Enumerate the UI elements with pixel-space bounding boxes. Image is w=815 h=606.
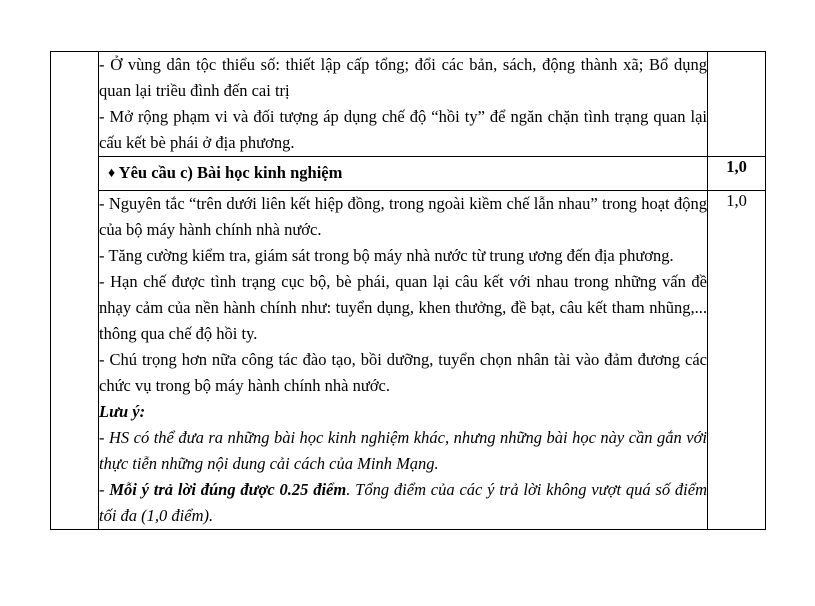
content-cell-continuation <box>99 52 708 157</box>
content-paragraph: - Chú trọng hơn nữa công tác đào tạo, bồi dưỡng, tuyển chọn nhân tài vào đảm đương các chức vụ trong bộ máy hành chính nhà nước. <box>99 350 707 395</box>
content-paragraph: - Hạn chế được tình trạng cục bộ, bè phái, quan lại câu kết với nhau trong những vấn đề nhạy cảm của nền hành chính như: tuyển dụng, khen thưởng, đề bạt, câu kết tham nhũng,... thông qua chế độ hồi ty. <box>99 272 707 343</box>
notes-title-label: Lưu ý: <box>99 402 146 421</box>
score-cell-empty <box>708 52 766 157</box>
note-item <box>99 425 707 477</box>
content-paragraph: - Nguyên tắc “trên dưới liên kết hiệp đồng, trong ngoài kiềm chế lẫn nhau” trong hoạt động của bộ máy hành chính nhà nước. <box>99 194 707 239</box>
note-prefix: - <box>99 480 110 499</box>
note-rest: HS có thể đưa ra những bài học kinh nghiệm khác, nhưng những bài học này cần gắn với thực tiễn những nội dung cải cách của Minh Mạng. <box>99 428 707 473</box>
notes-title <box>99 399 707 425</box>
note-bold-part: Mỗi ý trả lời đúng được 0.25 điểm <box>109 480 347 499</box>
notes-block <box>99 399 707 529</box>
score-cell-heading: 1,0 <box>708 157 766 191</box>
note-prefix: - <box>99 428 109 447</box>
content-paragraph: - Ở vùng dân tộc thiểu số: thiết lập cấp tổng; đổi các bản, sách, động thành xã; Bổ dụng quan lại triều đình đến cai trị <box>99 55 707 100</box>
diamond-bullet-icon: ♦ <box>108 166 116 181</box>
table-row-heading <box>51 157 766 191</box>
content-cell-main <box>99 191 708 530</box>
grading-rubric-table <box>50 51 766 530</box>
table-row <box>51 191 766 530</box>
note-item <box>99 477 707 529</box>
marker-column-cell <box>51 52 99 530</box>
table-row <box>51 52 766 157</box>
content-paragraph: - Mở rộng phạm vi và đối tượng áp dụng chế độ “hồi ty” để ngăn chặn tình trạng quan lại cấu kết bè phái ở địa phương. <box>99 107 707 152</box>
section-heading <box>99 157 707 190</box>
section-heading-label: Yêu cầu c) Bài học kinh nghiệm <box>118 163 343 182</box>
content-paragraph: - Tăng cường kiểm tra, giám sát trong bộ máy nhà nước từ trung ương đến địa phương. <box>99 246 674 265</box>
heading-content-cell <box>99 157 708 191</box>
score-cell-main: 1,0 <box>708 191 766 530</box>
note-rest: . Tổng điểm của các ý trả lời không vượt quá số điểm tối đa (1,0 điểm). <box>99 480 708 525</box>
